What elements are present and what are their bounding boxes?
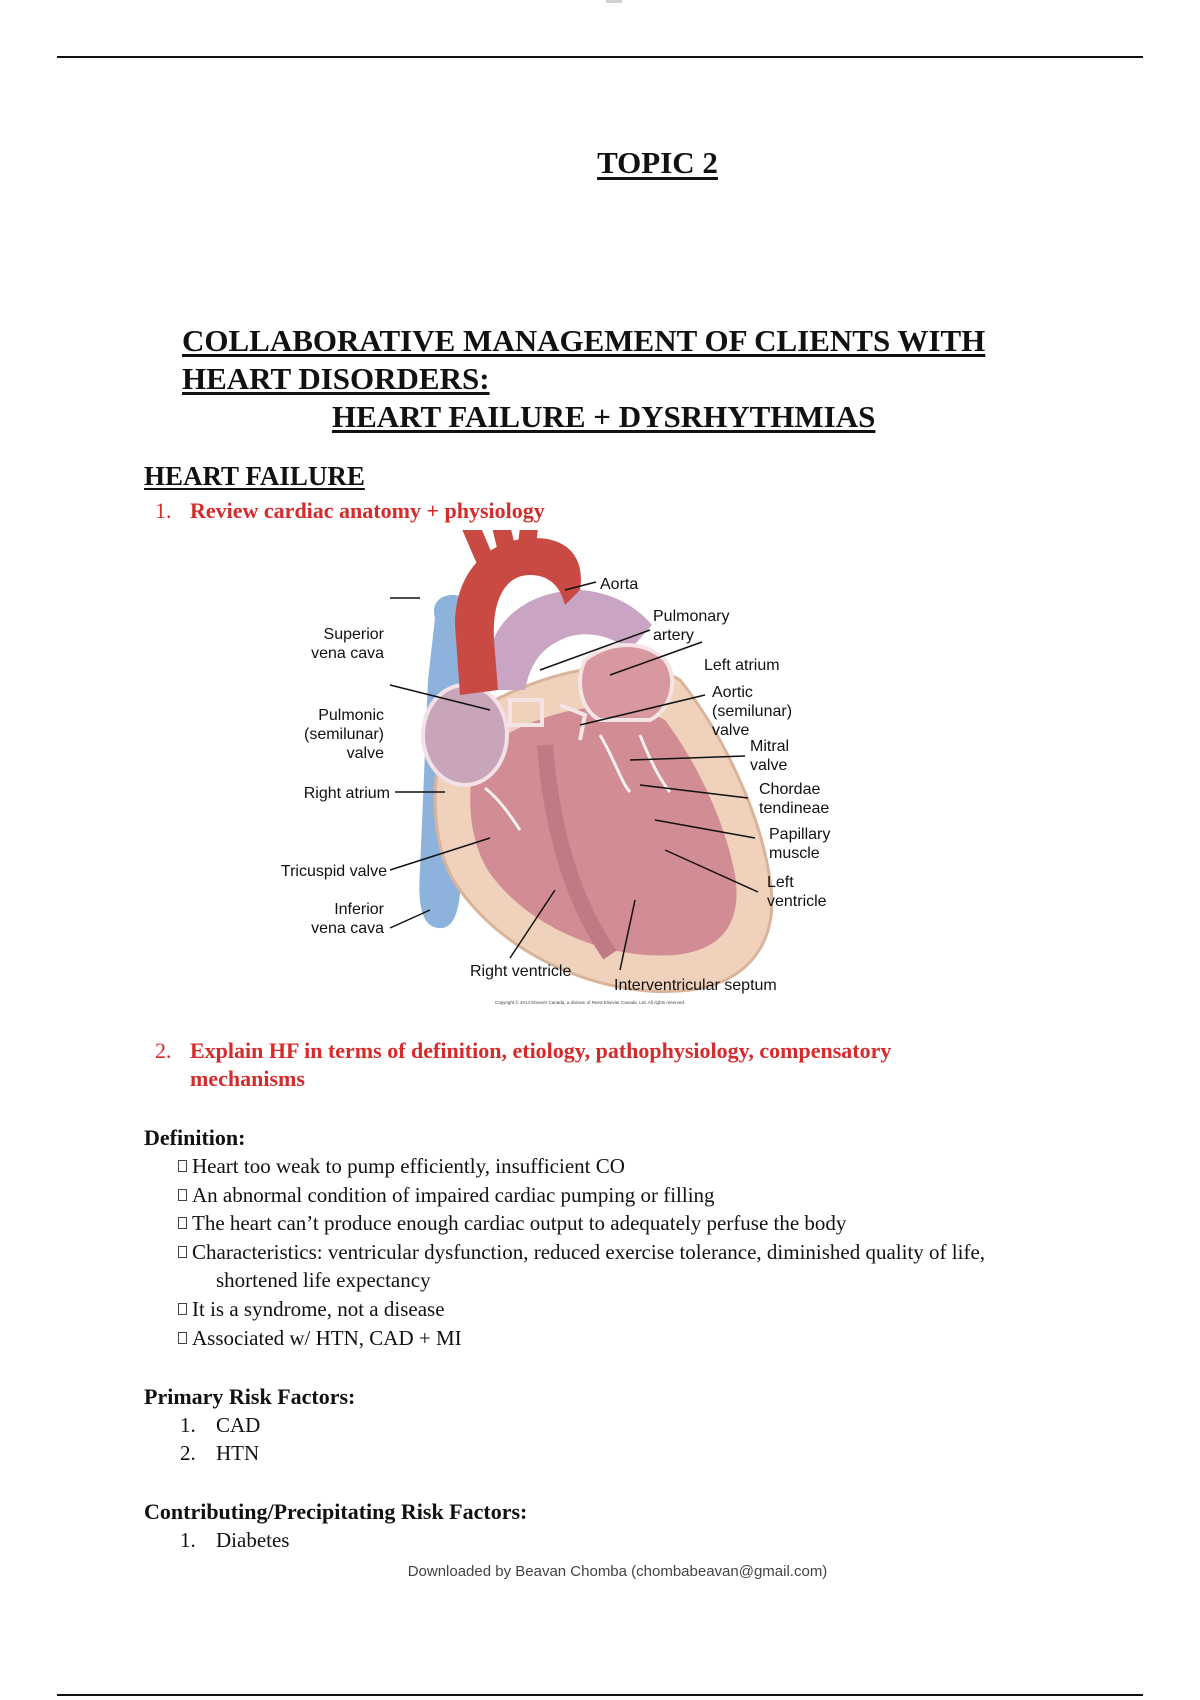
- list-item: 1. CAD: [180, 1413, 261, 1437]
- list-item-continuation: shortened life expectancy: [216, 1268, 431, 1293]
- label-aorta: Aorta: [600, 576, 639, 593]
- label-svc-2: vena cava: [311, 645, 384, 662]
- diagram-copyright: Copyright © 2014 Elsevier Canada, a division of Reed Elsevier Canada, Ltd. All rights reserved.: [494, 1000, 686, 1005]
- label-ivc-1: Inferior: [334, 901, 384, 918]
- label-right-atrium: Right atrium: [303, 785, 390, 802]
- label-aortic-valve-1: Aortic: [712, 684, 753, 701]
- list-item: Heart too weak to pump efficiently, insufficient CO: [178, 1152, 1058, 1181]
- label-left-atrium: Left atrium: [704, 657, 780, 674]
- bullet-glyph-icon: [178, 1189, 187, 1201]
- document-title: [182, 322, 985, 398]
- right-atrium-shape: [423, 685, 507, 785]
- list-item: It is a syndrome, not a disease: [178, 1295, 1058, 1324]
- label-tricuspid: Tricuspid valve: [280, 863, 387, 880]
- label-mitral-valve-2: valve: [750, 757, 788, 774]
- objective-number: 1.: [155, 498, 172, 523]
- primary-risk-list: [180, 1411, 260, 1467]
- footer-rule: [57, 1694, 1143, 1696]
- label-pulmonary-artery-2: artery: [653, 627, 694, 644]
- contributing-risk-list: [180, 1526, 289, 1554]
- document-subtitle: HEART FAILURE + DYSRHYTHMIAS: [332, 399, 876, 434]
- list-item: 2. HTN: [180, 1441, 260, 1465]
- label-pulmonic-3: valve: [346, 745, 384, 762]
- header-rule: [57, 56, 1143, 58]
- list-item: Characteristics: ventricular dysfunction, reduced exercise tolerance, diminished quality of life,: [178, 1238, 1058, 1267]
- primary-risk-heading: Primary Risk Factors:: [144, 1384, 356, 1409]
- bullet-glyph-icon: [178, 1160, 187, 1172]
- label-left-ventricle-2: ventricle: [767, 893, 827, 910]
- label-left-ventricle-1: Left: [767, 874, 794, 891]
- left-atrium-shape: [580, 645, 672, 720]
- definition-heading: Definition:: [144, 1125, 246, 1150]
- list-item: Associated w/ HTN, CAD + MI: [178, 1324, 1058, 1353]
- title-line-1: COLLABORATIVE MANAGEMENT OF CLIENTS WITH: [182, 323, 986, 358]
- bullet-glyph-icon: [178, 1217, 187, 1229]
- bullet-glyph-icon: [178, 1332, 187, 1344]
- list-item: An abnormal condition of impaired cardiac pumping or filling: [178, 1181, 1058, 1210]
- page-top-mark: [606, 0, 622, 3]
- label-chordae-2: tendineae: [759, 800, 830, 817]
- label-chordae-1: Chordae: [759, 781, 821, 798]
- label-ivc-2: vena cava: [311, 920, 384, 937]
- label-mitral-valve-1: Mitral: [750, 738, 790, 755]
- label-pulmonary-artery-1: Pulmonary: [653, 608, 730, 625]
- download-footer: Downloaded by Beavan Chomba (chombabeavan@gmail.com): [407, 1563, 828, 1580]
- heart-anatomy-diagram: [280, 530, 900, 1010]
- definition-list: [178, 1152, 1058, 1352]
- objective-number: 2.: [155, 1038, 172, 1063]
- label-papillary-1: Papillary: [769, 826, 831, 843]
- label-right-ventricle: Right ventricle: [470, 963, 572, 980]
- label-papillary-2: muscle: [769, 845, 820, 862]
- list-item: The heart can’t produce enough cardiac output to adequately perfuse the body: [178, 1209, 1058, 1238]
- bullet-glyph-icon: [178, 1246, 187, 1258]
- label-pulmonic-1: Pulmonic: [318, 707, 384, 724]
- topic-heading: TOPIC 2: [597, 145, 718, 180]
- objective-text: Explain HF in terms of definition, etiology, pathophysiology, compensatory mechanisms: [190, 1038, 892, 1091]
- label-aortic-valve-2: (semilunar): [712, 703, 793, 720]
- objective-text: Review cardiac anatomy + physiology: [190, 498, 545, 523]
- label-septum: Interventricular septum: [614, 977, 777, 994]
- label-pulmonic-2: (semilunar): [303, 726, 384, 743]
- label-svc-1: Superior: [323, 626, 384, 643]
- list-item: 1. Diabetes: [180, 1528, 290, 1552]
- contributing-risk-heading: Contributing/Precipitating Risk Factors:: [144, 1499, 528, 1524]
- label-aortic-valve-3: valve: [712, 722, 750, 739]
- title-line-2: HEART DISORDERS:: [182, 361, 490, 396]
- aortic-branches-shape: [470, 530, 530, 560]
- section-heading: HEART FAILURE: [144, 461, 365, 491]
- bullet-glyph-icon: [178, 1303, 187, 1315]
